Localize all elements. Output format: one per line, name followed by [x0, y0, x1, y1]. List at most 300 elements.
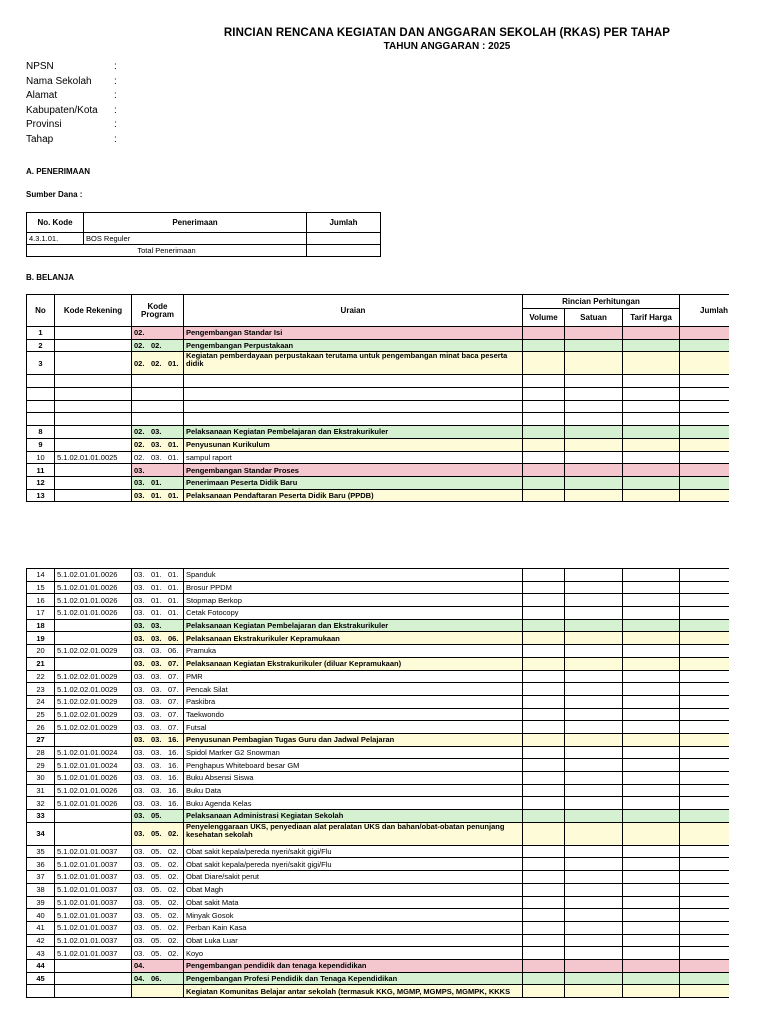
no-cell: 38 [27, 883, 55, 896]
volume-cell [523, 683, 565, 696]
satuan-cell [565, 632, 623, 645]
satuan-cell [565, 695, 623, 708]
kode-program-part: 02. [168, 923, 179, 933]
kode-program-part: 16. [168, 786, 179, 796]
no-cell: 17 [27, 607, 55, 620]
uraian-cell: Minyak Gosok [184, 909, 523, 922]
kode-rekening-cell [55, 657, 132, 670]
jumlah-cell [680, 784, 730, 797]
kode-rekening-cell: 5.1.02.01.01.0026 [55, 797, 132, 810]
tarif-cell [623, 909, 680, 922]
kode-program-part: 03. [134, 709, 145, 719]
table-row [27, 972, 730, 985]
volume-cell [523, 909, 565, 922]
kode-program-part: 01. [168, 583, 179, 593]
kode-program-part: 02. [168, 885, 179, 895]
blank-row [27, 375, 730, 388]
kode-program-part: 03. [134, 684, 145, 694]
table-row [27, 352, 730, 375]
uraian-cell: Koyo [184, 947, 523, 960]
kode-program-part: 03. [151, 760, 162, 770]
kode-program-part: 03. [151, 452, 162, 462]
kode-program-part: 03. [134, 829, 145, 839]
tarif-cell [623, 388, 680, 401]
kode-program-cell [132, 721, 184, 734]
satuan-cell [565, 426, 623, 439]
kode-program-cell [132, 426, 184, 439]
volume-cell [523, 858, 565, 871]
kode-program-part: 03. [134, 798, 145, 808]
kode-program-cell [132, 339, 184, 352]
satuan-cell [565, 759, 623, 772]
volume-cell [523, 784, 565, 797]
no-cell: 19 [27, 632, 55, 645]
uraian-cell: Brosur PPDM [184, 581, 523, 594]
volume-cell [523, 972, 565, 985]
satuan-cell [565, 645, 623, 658]
jumlah-cell [680, 772, 730, 785]
no-cell: 3 [27, 352, 55, 375]
kode-rekening-cell [55, 400, 132, 413]
jumlah-cell [680, 896, 730, 909]
kode-program-part: 01. [151, 583, 162, 593]
kode-program-cell [132, 657, 184, 670]
uraian-cell: Pengembangan Standar Proses [184, 464, 523, 477]
tarif-cell [623, 871, 680, 884]
kode-rekening-cell [55, 464, 132, 477]
kode-rekening-cell: 5.1.02.02.01.0029 [55, 721, 132, 734]
kode-program-cell [132, 959, 184, 972]
no-cell: 39 [27, 896, 55, 909]
jumlah-cell [680, 413, 729, 426]
kode-program-part: 16. [168, 747, 179, 757]
jumlah-cell [680, 695, 730, 708]
jumlah-cell [680, 339, 729, 352]
kode-program-part: 01. [168, 595, 179, 605]
volume-cell [523, 845, 565, 858]
kode-program-part: 03. [151, 633, 162, 643]
volume-cell [523, 670, 565, 683]
blank-row [27, 413, 730, 426]
kode-rekening-cell: 5.1.02.01.01.0037 [55, 909, 132, 922]
kode-rekening-cell: 5.1.02.02.01.0029 [55, 670, 132, 683]
volume-cell [523, 896, 565, 909]
volume-cell [523, 327, 565, 340]
tarif-cell [623, 845, 680, 858]
volume-cell [523, 375, 565, 388]
volume-cell [523, 438, 565, 451]
tarif-cell [623, 921, 680, 934]
uraian-cell: Pengembangan pendidik dan tenaga kependidikan [184, 959, 523, 972]
kode-program-part: 03. [134, 595, 145, 605]
jumlah-cell [680, 645, 730, 658]
uraian-cell: Penyusunan Pembagian Tugas Guru dan Jadwal Pelajaran [184, 733, 523, 746]
volume-cell [523, 657, 565, 670]
no-cell: 41 [27, 921, 55, 934]
kode-program-part: 05. [151, 872, 162, 882]
kode-program-cell [132, 947, 184, 960]
jumlah-cell [680, 845, 730, 858]
jumlah-cell [680, 721, 730, 734]
uraian-cell: Pencak Silat [184, 683, 523, 696]
kode-program-part: 05. [151, 935, 162, 945]
col-header-kode-rekening: Kode Rekening [55, 295, 132, 327]
no-cell: 33 [27, 810, 55, 823]
col-header-volume: Volume [523, 309, 565, 327]
tarif-cell [623, 959, 680, 972]
kode-rekening-cell: 5.1.02.01.01.0026 [55, 607, 132, 620]
uraian-cell: Penerimaan Peserta Didik Baru [184, 476, 523, 489]
identity-separator: : [114, 133, 117, 145]
jumlah-cell [680, 607, 730, 620]
identity-label: Provinsi [26, 119, 62, 130]
uraian-cell [184, 388, 523, 401]
satuan-cell [565, 451, 623, 464]
kode-program-cell [132, 858, 184, 871]
no-cell [27, 413, 55, 426]
kode-program-cell [132, 645, 184, 658]
kode-program-part: 03. [134, 811, 145, 821]
no-cell: 40 [27, 909, 55, 922]
kode-program-part: 01. [168, 608, 179, 618]
col-header-satuan: Satuan [565, 309, 623, 327]
kode-program-cell [132, 810, 184, 823]
table-row [27, 797, 730, 810]
kode-program-part: 03. [134, 633, 145, 643]
kode-program-part: 01. [168, 358, 179, 368]
identity-separator: : [114, 104, 117, 116]
jumlah-cell [680, 352, 729, 375]
kode-program-part: 03. [134, 885, 145, 895]
satuan-cell [565, 896, 623, 909]
no-cell: 44 [27, 959, 55, 972]
kode-rekening-cell: 5.1.02.01.01.0037 [55, 921, 132, 934]
no-cell: 12 [27, 476, 55, 489]
no-cell: 10 [27, 451, 55, 464]
volume-cell [523, 708, 565, 721]
kode-program-part: 02. [134, 440, 145, 450]
tarif-cell [623, 972, 680, 985]
tarif-cell [623, 695, 680, 708]
col-header-tarif: Tarif Harga [623, 309, 680, 327]
no-cell: 31 [27, 784, 55, 797]
kode-program-part: 02. [168, 847, 179, 857]
kode-rekening-cell [55, 388, 132, 401]
satuan-cell [565, 670, 623, 683]
kode-program-part: 03. [134, 646, 145, 656]
kode-program-cell [132, 489, 184, 502]
satuan-cell [565, 947, 623, 960]
kode-rekening-cell: 5.1.02.02.01.0029 [55, 645, 132, 658]
table-row [27, 327, 730, 340]
tarif-cell [623, 708, 680, 721]
kode-program-part: 03. [134, 478, 145, 488]
no-cell [27, 400, 55, 413]
kode-program-part: 07. [168, 722, 179, 732]
tarif-cell [623, 858, 680, 871]
kode-rekening-cell: 5.1.02.01.01.0037 [55, 871, 132, 884]
kode-program-part: 05. [151, 897, 162, 907]
kode-program-cell [132, 327, 184, 340]
no-cell: 18 [27, 619, 55, 632]
subtitle: TAHUN ANGGARAN : 2025 [383, 41, 511, 52]
kode-program-cell [132, 683, 184, 696]
uraian-cell: Pengembangan Standar Isi [184, 327, 523, 340]
volume-cell [523, 721, 565, 734]
table-row [27, 883, 730, 896]
uraian-cell: Pengembangan Perpustakaan [184, 339, 523, 352]
no-cell: 26 [27, 721, 55, 734]
volume-cell [523, 985, 565, 998]
kode-rekening-cell [55, 438, 132, 451]
jumlah-cell [680, 426, 729, 439]
blank-row [27, 388, 730, 401]
kode-program-part: 03. [134, 570, 145, 580]
tarif-cell [623, 489, 680, 502]
volume-cell [523, 581, 565, 594]
kode-program-cell [132, 569, 184, 582]
kode-rekening-cell [55, 810, 132, 823]
jumlah-cell [680, 670, 730, 683]
section-penerimaan-heading: A. PENERIMAAN [26, 167, 91, 176]
col-header-rincian: Rincian Perhitungan [523, 295, 680, 309]
satuan-cell [565, 845, 623, 858]
volume-cell [523, 489, 565, 502]
no-cell: 42 [27, 934, 55, 947]
kode-program-part: 02. [168, 948, 179, 958]
tarif-cell [623, 896, 680, 909]
no-cell: 23 [27, 683, 55, 696]
kode-program-part: 02. [134, 358, 145, 368]
tarif-cell [623, 451, 680, 464]
uraian-cell: Obat Luka Luar [184, 934, 523, 947]
volume-cell [523, 413, 565, 426]
kode-program-part: 02. [168, 859, 179, 869]
tarif-cell [623, 438, 680, 451]
no-cell: 15 [27, 581, 55, 594]
kode-program-part: 03. [134, 621, 145, 631]
kode-program-part: 03. [134, 923, 145, 933]
kode-program-cell [132, 797, 184, 810]
satuan-cell [565, 746, 623, 759]
jumlah-cell [680, 871, 730, 884]
kode-program-cell [132, 438, 184, 451]
volume-cell [523, 607, 565, 620]
uraian-cell: Buku Agenda Kelas [184, 797, 523, 810]
volume-cell [523, 594, 565, 607]
kode-rekening-cell [55, 426, 132, 439]
kode-program-part: 03. [134, 465, 145, 475]
jumlah-cell [680, 451, 729, 464]
tarif-cell [623, 645, 680, 658]
table-row [27, 339, 730, 352]
col-header-uraian: Uraian [184, 295, 523, 327]
kode-program-cell [132, 845, 184, 858]
jumlah-cell [680, 947, 730, 960]
no-cell: 25 [27, 708, 55, 721]
penerimaan-cell: BOS Reguler [84, 233, 307, 245]
table-row [27, 845, 730, 858]
table-row [27, 746, 730, 759]
kode-program-part: 03. [151, 427, 162, 437]
kode-program-part: 05. [151, 923, 162, 933]
no-cell: 43 [27, 947, 55, 960]
tarif-cell [623, 934, 680, 947]
tarif-cell [623, 594, 680, 607]
uraian-cell: Pelaksanaan Kegiatan Pembelajaran dan Ekstrakurikuler [184, 426, 523, 439]
kode-program-cell [132, 413, 184, 426]
satuan-cell [565, 413, 623, 426]
tarif-cell [623, 947, 680, 960]
kode-program-cell [132, 896, 184, 909]
tarif-cell [623, 426, 680, 439]
kode-rekening-cell [55, 413, 132, 426]
kode-program-cell [132, 451, 184, 464]
table-row [27, 632, 730, 645]
volume-cell [523, 746, 565, 759]
volume-cell [523, 476, 565, 489]
kode-program-part: 01. [151, 608, 162, 618]
kode-program-part: 03. [134, 608, 145, 618]
no-cell: 20 [27, 645, 55, 658]
tarif-cell [623, 746, 680, 759]
satuan-cell [565, 909, 623, 922]
uraian-cell: Pelaksanaan Kegiatan Ekstrakurikuler (diluar Kepramukaan) [184, 657, 523, 670]
table-row [27, 985, 730, 998]
identity-separator: : [114, 90, 117, 101]
satuan-cell [565, 438, 623, 451]
kode-program-cell [132, 921, 184, 934]
uraian-cell: Obat sakit Mata [184, 896, 523, 909]
col-header-kode-program: Kode Program [132, 295, 184, 327]
kode-rekening-cell [55, 972, 132, 985]
kode-program-cell [132, 476, 184, 489]
tarif-cell [623, 772, 680, 785]
kode-rekening-cell [55, 476, 132, 489]
kode-program-part: 03. [134, 583, 145, 593]
table-row [27, 959, 730, 972]
tarif-cell [623, 632, 680, 645]
kode-program-part: 03. [134, 760, 145, 770]
table-row [27, 438, 730, 451]
uraian-cell: Pengembangan Profesi Pendidik dan Tenaga Kependidikan [184, 972, 523, 985]
uraian-cell: PMR [184, 670, 523, 683]
volume-cell [523, 464, 565, 477]
identity-separator: : [114, 119, 117, 130]
kode-program-cell [132, 400, 184, 413]
kode-program-part: 04. [134, 973, 145, 983]
kode-rekening-cell [55, 632, 132, 645]
kode-program-cell [132, 784, 184, 797]
tarif-cell [623, 339, 680, 352]
kode-program-cell [132, 581, 184, 594]
no-cell: 22 [27, 670, 55, 683]
table-row [27, 772, 730, 785]
tarif-cell [623, 721, 680, 734]
table-row [27, 670, 730, 683]
no-cell: 2 [27, 339, 55, 352]
satuan-cell [565, 883, 623, 896]
no-cell: 21 [27, 657, 55, 670]
satuan-cell [565, 594, 623, 607]
table-row [27, 489, 730, 502]
uraian-cell: Stopmap Berkop [184, 594, 523, 607]
kode-program-part: 05. [151, 885, 162, 895]
kode-program-part: 03. [151, 646, 162, 656]
kode-rekening-cell [55, 339, 132, 352]
kode-program-part: 04. [134, 961, 145, 971]
table-row [27, 909, 730, 922]
kode-rekening-cell: 5.1.02.01.01.0026 [55, 784, 132, 797]
kode-program-cell [132, 607, 184, 620]
kode-rekening-cell: 5.1.02.01.01.0037 [55, 896, 132, 909]
table-row [27, 464, 730, 477]
kode-program-part: 03. [151, 709, 162, 719]
kode-program-cell [132, 619, 184, 632]
no-cell: 11 [27, 464, 55, 477]
no-cell: 8 [27, 426, 55, 439]
satuan-cell [565, 339, 623, 352]
tarif-cell [623, 400, 680, 413]
col-header-penerimaan: Penerimaan [84, 213, 307, 233]
no-cell: 13 [27, 489, 55, 502]
kode-program-part: 16. [168, 773, 179, 783]
kode-program-cell [132, 883, 184, 896]
kode-program-part: 03. [134, 786, 145, 796]
kode-rekening-cell: 5.1.02.01.01.0037 [55, 883, 132, 896]
belanja-table [26, 294, 729, 502]
volume-cell [523, 810, 565, 823]
uraian-cell: Penghapus Whiteboard besar GM [184, 759, 523, 772]
uraian-cell [184, 413, 523, 426]
kode-rekening-cell: 5.1.02.01.01.0024 [55, 759, 132, 772]
jumlah-cell [680, 594, 730, 607]
kode-program-part: 02. [134, 341, 145, 351]
kode-program-part: 03. [151, 773, 162, 783]
no-cell [27, 985, 55, 998]
kode-program-cell [132, 695, 184, 708]
kode-program-part: 03. [134, 897, 145, 907]
satuan-cell [565, 489, 623, 502]
kode-rekening-cell [55, 489, 132, 502]
jumlah-cell [680, 959, 730, 972]
satuan-cell [565, 375, 623, 388]
kode-program-part: 05. [151, 847, 162, 857]
kode-program-cell [132, 746, 184, 759]
kode-program-cell [132, 934, 184, 947]
kode-program-part: 07. [168, 684, 179, 694]
tarif-cell [623, 883, 680, 896]
kode-program-part: 02. [168, 910, 179, 920]
kode-cell: 4.3.1.01. [27, 233, 84, 245]
uraian-cell: Pelaksanaan Kegiatan Pembelajaran dan Ekstrakurikuler [184, 619, 523, 632]
kode-program-cell [132, 375, 184, 388]
kode-rekening-cell [55, 985, 132, 998]
kode-program-cell [132, 772, 184, 785]
volume-cell [523, 695, 565, 708]
jumlah-cell [680, 619, 730, 632]
sumber-dana-label: Sumber Dana : [26, 190, 83, 199]
uraian-cell [184, 375, 523, 388]
uraian-cell: Pelaksanaan Pendaftaran Peserta Didik Baru (PPDB) [184, 489, 523, 502]
satuan-cell [565, 784, 623, 797]
satuan-cell [565, 733, 623, 746]
kode-program-part: 02. [151, 358, 162, 368]
jumlah-cell [680, 489, 729, 502]
kode-program-part: 07. [168, 697, 179, 707]
kode-program-part: 05. [151, 859, 162, 869]
kode-program-part: 03. [151, 722, 162, 732]
